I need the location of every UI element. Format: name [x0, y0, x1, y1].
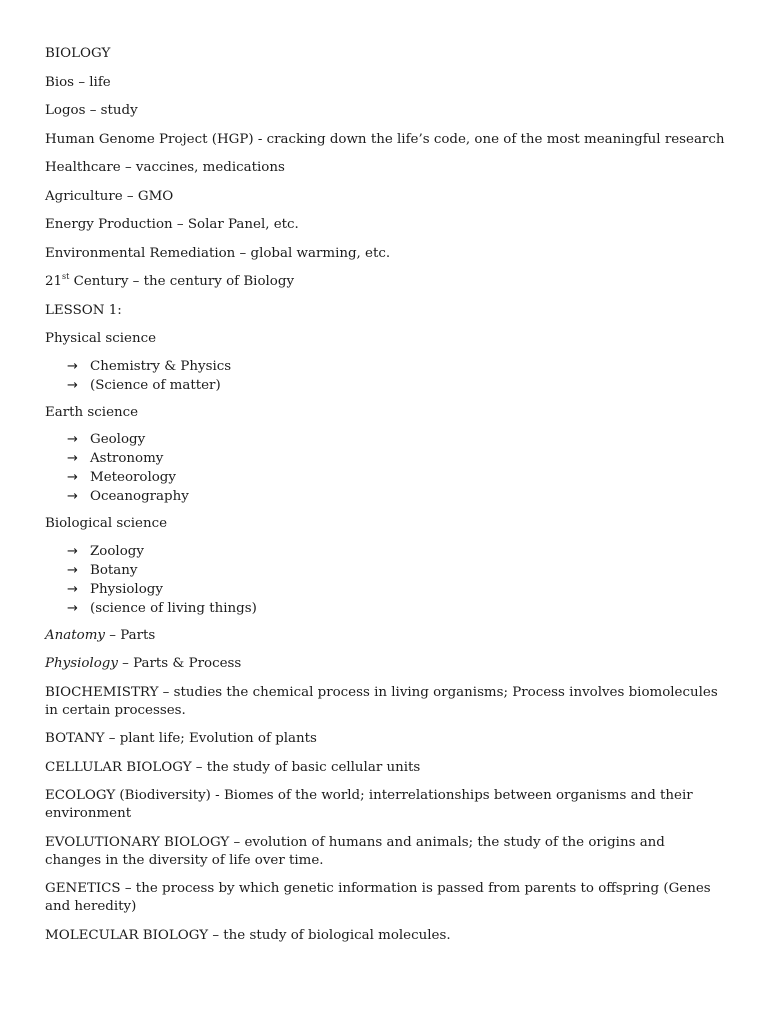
- list-item-label: Physiology: [90, 581, 163, 597]
- molecular-biology-paragraph: MOLECULAR BIOLOGY – the study of biological molecules.: [45, 927, 451, 943]
- century-paragraph: [45, 273, 725, 291]
- list-item-label: Chemistry & Physics: [90, 358, 232, 374]
- document-title: BIOLOGY: [45, 46, 111, 61]
- list-item: [67, 487, 725, 506]
- arrow-icon: →: [67, 489, 78, 504]
- list-item: [67, 542, 725, 561]
- bios-definition: Bios – life: [45, 74, 111, 90]
- arrow-icon: →: [67, 451, 78, 466]
- anatomy-term: Anatomy: [45, 627, 105, 643]
- biological-science-list: [67, 542, 725, 618]
- energy-paragraph: Energy Production – Solar Panel, etc.: [45, 217, 299, 232]
- agriculture-paragraph: Agriculture – GMO: [45, 188, 174, 204]
- list-item: [67, 561, 725, 580]
- hgp-paragraph: Human Genome Project (HGP) - cracking down the life’s code, one of the most meaningful research: [45, 131, 725, 147]
- list-item: [67, 468, 725, 487]
- physiology-term: Physiology: [45, 656, 118, 671]
- list-item: [67, 357, 725, 376]
- environment-paragraph: Environmental Remediation – global warming, etc.: [45, 245, 391, 261]
- earth-science-heading: Earth science: [45, 404, 139, 420]
- lesson-heading: LESSON 1:: [45, 302, 122, 318]
- list-item: [67, 449, 725, 468]
- century-number: 21: [45, 274, 63, 289]
- anatomy-paragraph: [45, 627, 725, 645]
- biochemistry-paragraph: BIOCHEMISTRY – studies the chemical process in living organisms; Process involves biomolecules in certain processes.: [45, 684, 718, 718]
- physiology-paragraph: [45, 655, 725, 673]
- list-item-label: Astronomy: [90, 451, 164, 466]
- arrow-icon: →: [67, 562, 78, 578]
- list-item: [67, 599, 725, 618]
- arrow-icon: →: [67, 543, 78, 559]
- physical-science-heading: Physical science: [45, 331, 157, 346]
- genetics-paragraph: GENETICS – the process by which genetic information is passed from parents to offspring (Genes and heredity): [45, 881, 711, 914]
- list-item: [67, 376, 725, 395]
- list-item-label: (Science of matter): [90, 377, 221, 393]
- list-item: [67, 580, 725, 599]
- list-item-label: Oceanography: [90, 489, 189, 504]
- arrow-icon: →: [67, 377, 78, 393]
- biological-science-heading: Biological science: [45, 516, 168, 531]
- evolutionary-biology-paragraph: EVOLUTIONARY BIOLOGY – evolution of humans and animals; the study of the origins and changes in the diversity of life over time.: [45, 834, 665, 868]
- physiology-definition: – Parts & Process: [117, 656, 242, 671]
- list-item-label: Meteorology: [90, 470, 176, 485]
- anatomy-definition: – Parts: [104, 627, 156, 643]
- century-ordinal: st: [62, 271, 70, 281]
- list-item-label: Botany: [90, 562, 138, 578]
- botany-paragraph: BOTANY – plant life; Evolution of plants: [45, 731, 317, 746]
- arrow-icon: →: [67, 581, 78, 597]
- cellular-biology-paragraph: CELLULAR BIOLOGY – the study of basic cellular units: [45, 759, 421, 775]
- arrow-icon: →: [67, 600, 78, 616]
- arrow-icon: →: [67, 470, 78, 485]
- document-page: [45, 45, 725, 955]
- ecology-paragraph: ECOLOGY (Biodiversity) - Biomes of the world; interrelationships between organisms and their environment: [45, 788, 693, 821]
- earth-science-list: [67, 430, 725, 506]
- logos-definition: Logos – study: [45, 103, 138, 118]
- list-item-label: Geology: [90, 432, 146, 447]
- list-item: [67, 430, 725, 449]
- century-text: Century – the century of Biology: [69, 274, 295, 289]
- physical-science-list: [67, 357, 725, 395]
- list-item-label: (science of living things): [90, 600, 257, 616]
- healthcare-paragraph: Healthcare – vaccines, medications: [45, 160, 285, 175]
- arrow-icon: →: [67, 432, 78, 447]
- list-item-label: Zoology: [90, 543, 144, 559]
- arrow-icon: →: [67, 358, 78, 374]
